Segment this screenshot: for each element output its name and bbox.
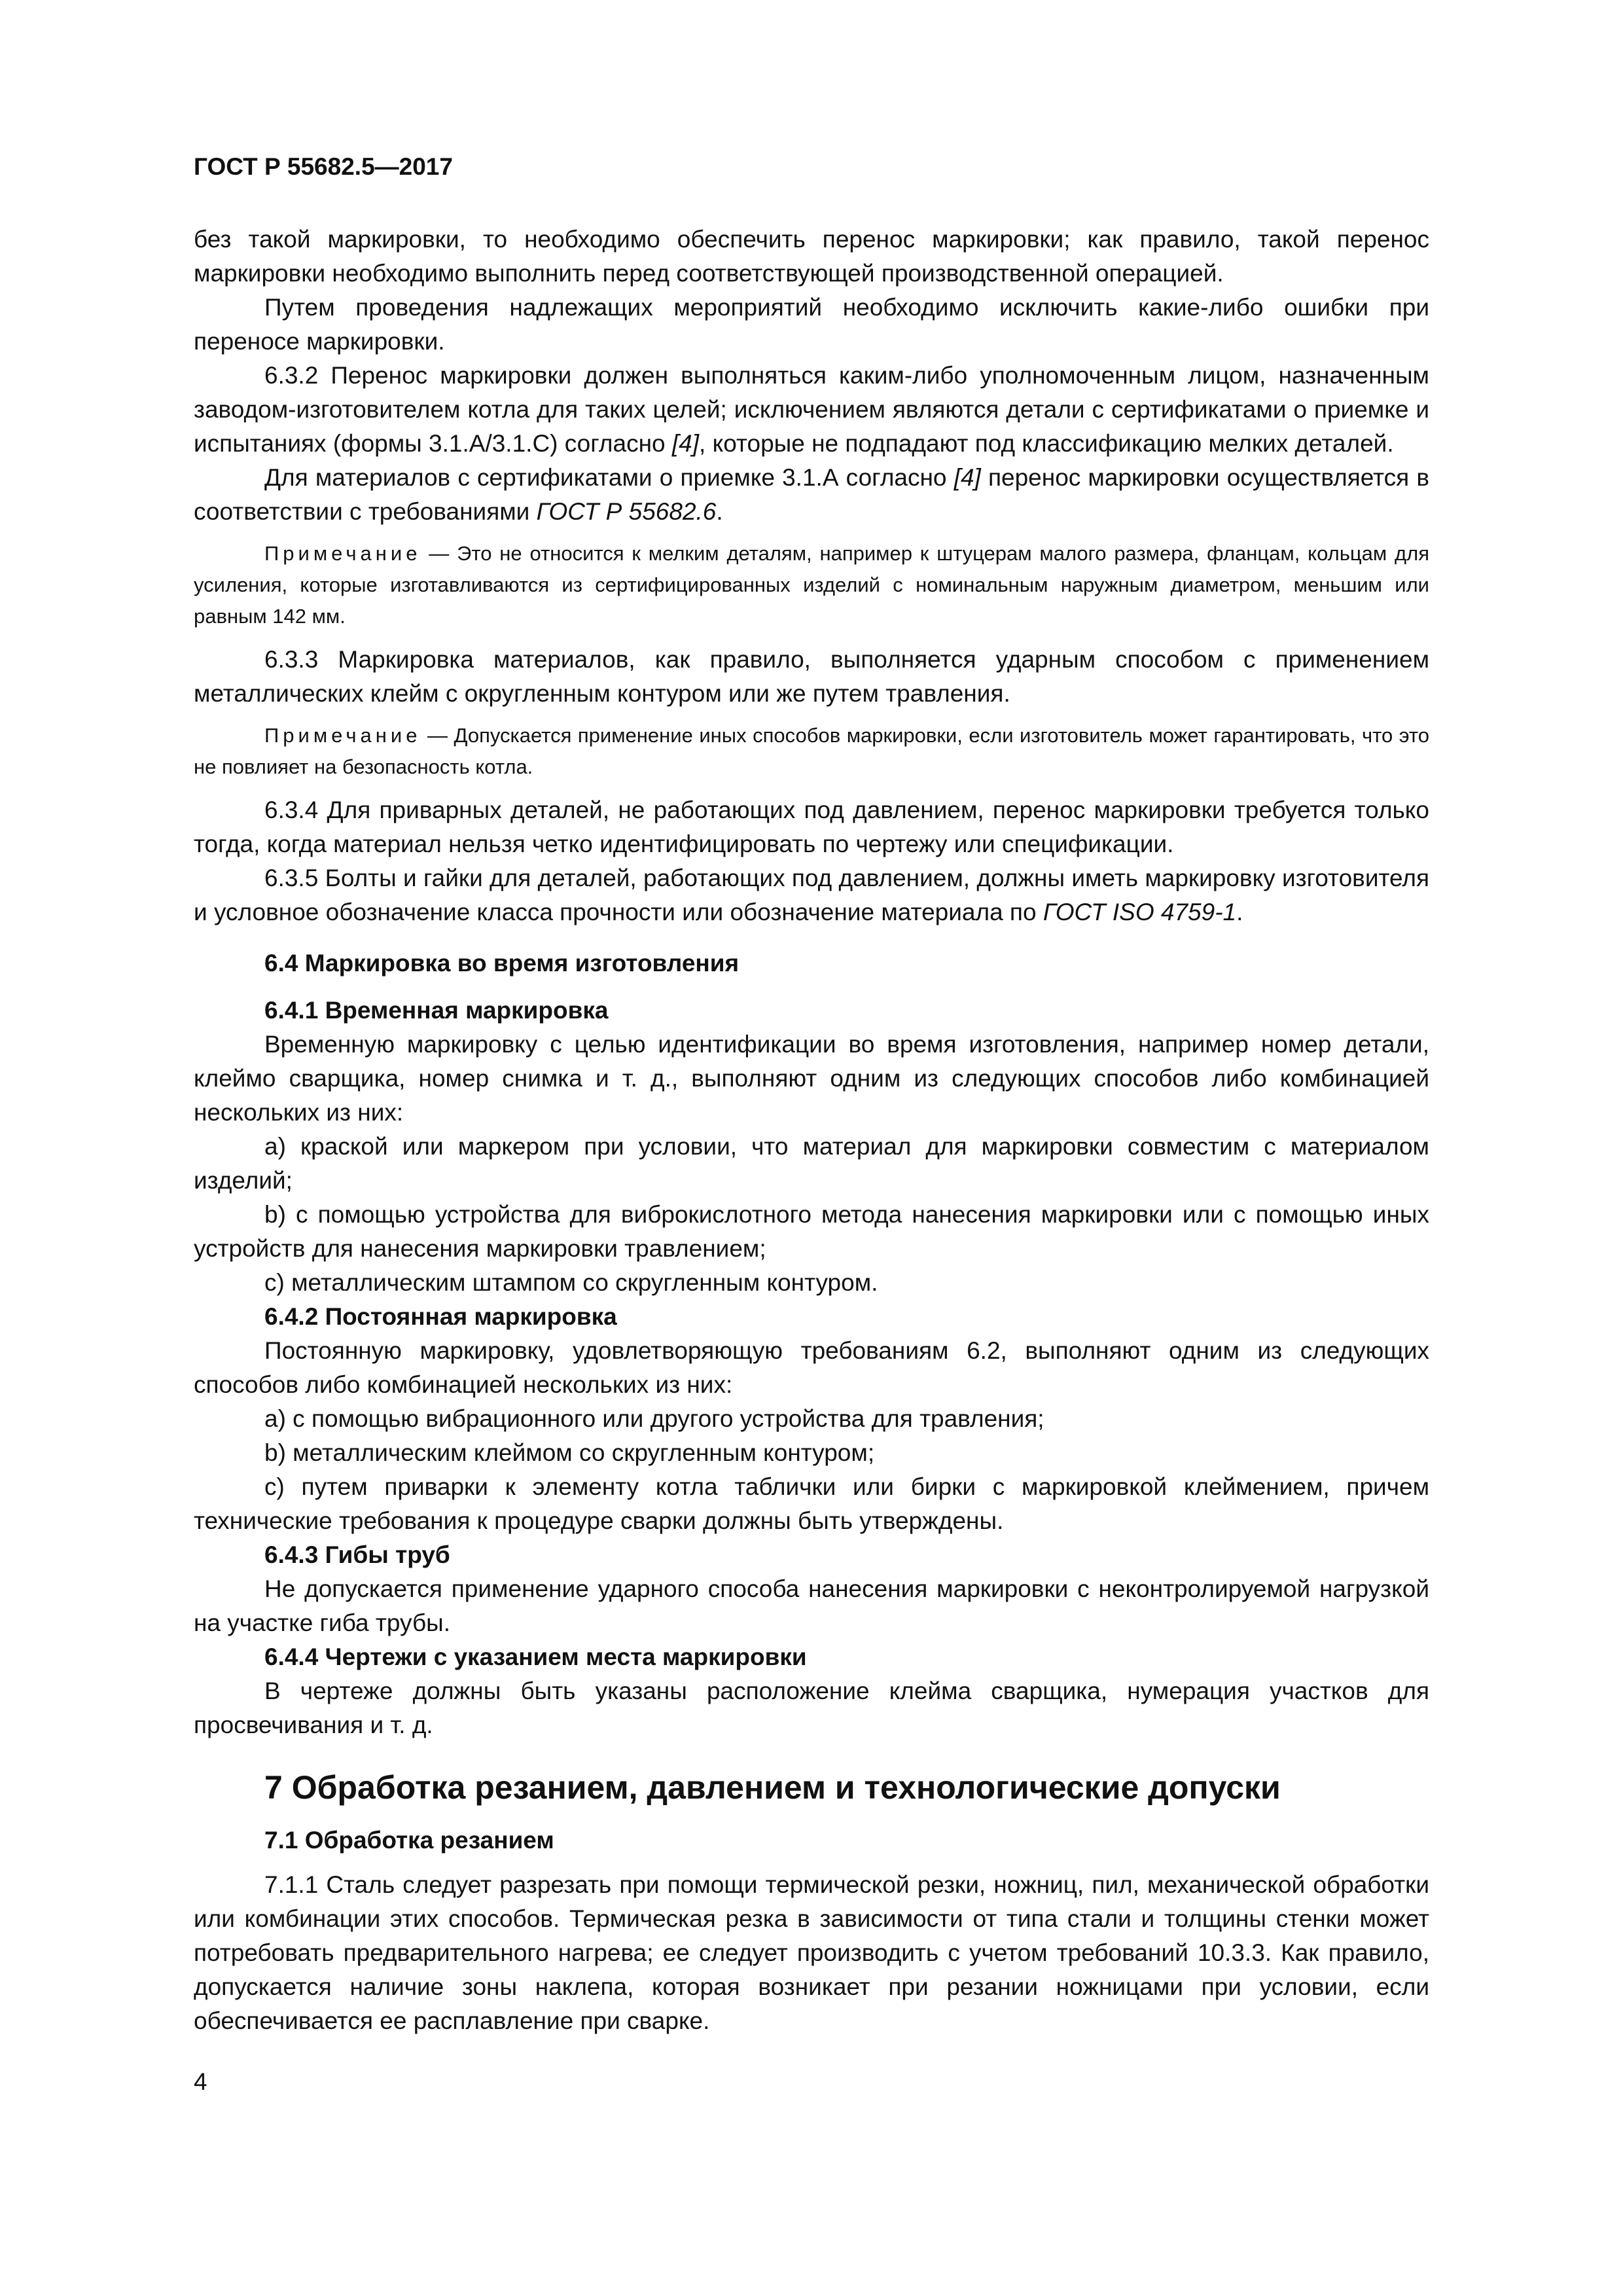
- text-6-4-4: В чертеже должны быть указаны расположение клейма сварщика, нумерация участков для просвечивания и т. д.: [194, 1677, 1429, 1738]
- clause-6-3-2: 6.3.2 Перенос маркировки должен выполняться каким-либо уполномоченным лицом, назначенным заводом-изготовителем котла для таких целей; исключением являются детали с сертификатами о приемке и испытаниях (формы 3.1.А/3.1.С) согласно [4], которые не подпадают под классификацию мелких деталей.: [194, 362, 1429, 457]
- standard-reference: ГОСТ Р 55682.6: [536, 498, 717, 525]
- text-6-4-1: Временную маркировку с целью идентификации во время изготовления, например номер детали, клеймо сварщика, номер снимка и т. д., выполняют одним из следующих способов либо комбинацией нескольких из них:: [194, 1031, 1429, 1126]
- clause-6-3-3: 6.3.3 Маркировка материалов, как правило, выполняется ударным способом с применением металлических клейм с округленным контуром или же путем травления.: [194, 646, 1429, 707]
- document-body: [194, 223, 1429, 2038]
- document-header: ГОСТ Р 55682.5—2017: [194, 153, 453, 180]
- paragraph-marking-errors: Путем проведения надлежащих мероприятий необходимо исключить какие-либо ошибки при переносе маркировки.: [194, 294, 1429, 355]
- note-label: Примечание: [264, 724, 421, 747]
- paragraph-continuation: без такой маркировки, то необходимо обеспечить перенос маркировки; как правило, такой перенос маркировки необходимо выполнить перед соответствующей производственной операцией.: [194, 226, 1429, 287]
- heading-section-7: 7 Обработка резанием, давлением и технологические допуски: [264, 1769, 1281, 1806]
- reference-4: [4]: [671, 430, 700, 457]
- page-number: 4: [194, 2068, 207, 2095]
- clause-7-1-1: 7.1.1 Сталь следует разрезать при помощи термической резки, ножниц, пил, механической обработки или комбинации этих способов. Термическая резка в зависимости от типа стали и толщины стенки может потребовать предварительного нагрева; ее следует производить с учетом требований 10.3.3. Как правило, допускается наличие зоны наклепа, которая возникает при резании ножницами при условии, если обеспечивается ее расплавление при сварке.: [194, 1871, 1429, 2034]
- list-item-6-4-2-a: а) с помощью вибрационного или другого устройства для травления;: [264, 1405, 1044, 1432]
- list-item-6-4-1-b: b) с помощью устройства для виброкислотного метода нанесения маркировки или с помощью иных устройств для нанесения маркировки травлением;: [194, 1201, 1429, 1262]
- list-item-6-4-2-c: с) путем приварки к элементу котла таблички или бирки с маркировкой клеймением, причем технические требования к процедуре сварки должны быть утверждены.: [194, 1473, 1429, 1534]
- heading-6-4-3: 6.4.3 Гибы труб: [264, 1541, 450, 1568]
- heading-6-4: 6.4 Маркировка во время изготовления: [264, 950, 740, 977]
- text-6-4-3: Не допускается применение ударного способа нанесения маркировки с неконтролируемой нагрузкой на участке гиба трубы.: [194, 1575, 1429, 1636]
- list-item-6-4-1-c: с) металлическим штампом со скругленным контуром.: [264, 1269, 878, 1296]
- clause-6-3-5: 6.3.5 Болты и гайки для деталей, работающих под давлением, должны иметь маркировку изготовителя и условное обозначение класса прочности или обозначение материала по ГОСТ ISO 4759-1.: [194, 865, 1429, 925]
- note-label: Примечание: [264, 542, 421, 565]
- heading-6-4-1: 6.4.1 Временная маркировка: [264, 997, 609, 1024]
- reference-4: [4]: [954, 464, 981, 491]
- list-item-6-4-1-a: а) краской или маркером при условии, что материал для маркировки совместим с материалом изделий;: [194, 1133, 1429, 1194]
- note-small-parts: Примечание — Это не относится к мелким деталям, например к штуцерам малого размера, фланцам, кольцам для усиления, которые изготавливаются из сертифицированных изделий с номинальным наружным диаметром, меньшим или равным 142 мм.: [194, 542, 1429, 628]
- heading-6-4-2: 6.4.2 Постоянная маркировка: [264, 1303, 617, 1330]
- paragraph-certificates-3-1-a: Для материалов с сертификатами о приемке 3.1.А согласно [4] перенос маркировки осуществляется в соответствии с требованиями ГОСТ Р 55682.6.: [194, 464, 1429, 525]
- list-item-6-4-2-b: b) металлическим клеймом со скругленным контуром;: [264, 1439, 875, 1466]
- note-other-methods: Примечание — Допускается применение иных способов маркировки, если изготовитель может гарантировать, что это не повлияет на безопасность котла.: [194, 724, 1429, 778]
- heading-6-4-4: 6.4.4 Чертежи с указанием места маркировки: [264, 1643, 807, 1670]
- standard-reference: ГОСТ ISO 4759-1: [1043, 899, 1237, 925]
- clause-6-3-4: 6.3.4 Для приварных деталей, не работающих под давлением, перенос маркировки требуется только тогда, когда материал нельзя четко идентифицировать по чертежу или спецификации.: [194, 797, 1429, 857]
- text-6-4-2: Постоянную маркировку, удовлетворяющую требованиям 6.2, выполняют одним из следующих способов либо комбинацией нескольких из них:: [194, 1337, 1429, 1398]
- heading-7-1: 7.1 Обработка резанием: [264, 1827, 554, 1854]
